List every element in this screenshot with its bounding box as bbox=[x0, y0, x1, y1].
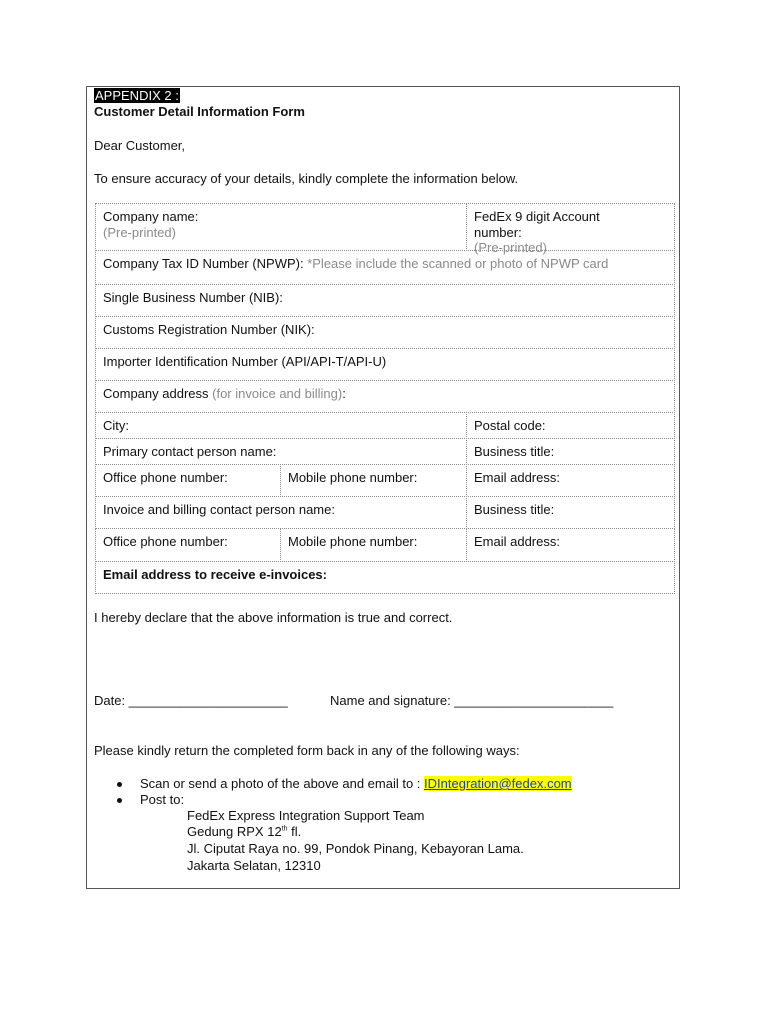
account-number-note: (Pre-printed) bbox=[474, 240, 547, 255]
declaration-text: I hereby declare that the above information is true and correct. bbox=[94, 610, 453, 625]
billing-contact-label: Invoice and billing contact person name: bbox=[103, 502, 335, 517]
signature-line: Name and signature: ______________________ bbox=[330, 693, 614, 708]
option-email-text: Scan or send a photo of the above and email to : bbox=[140, 776, 425, 791]
address-note: (for invoice and billing) bbox=[212, 386, 343, 401]
mobile-phone-field-2[interactable] bbox=[280, 528, 467, 562]
bullet-icon bbox=[117, 798, 122, 803]
email-label-1: Email address: bbox=[474, 470, 560, 485]
bullet-icon bbox=[117, 782, 122, 787]
company-name-label: Company name: bbox=[103, 209, 199, 224]
appendix-label: APPENDIX 2 : bbox=[95, 88, 179, 103]
einvoice-email-field[interactable] bbox=[95, 561, 675, 594]
email-field-2[interactable] bbox=[466, 528, 675, 562]
salutation: Dear Customer, bbox=[94, 138, 186, 153]
company-name-field[interactable] bbox=[95, 203, 467, 251]
option-post: Post to: bbox=[140, 792, 185, 807]
email-link[interactable]: IDIntegration@fedex.com bbox=[424, 776, 572, 791]
account-number-label: FedEx 9 digit Account bbox=[474, 209, 600, 224]
office-phone-label-1: Office phone number: bbox=[103, 470, 228, 485]
address-label: Company address bbox=[103, 386, 213, 401]
mobile-phone-field-1[interactable] bbox=[280, 464, 467, 497]
instruction-text: To ensure accuracy of your details, kindly complete the information below. bbox=[94, 171, 519, 186]
office-phone-label-2: Office phone number: bbox=[103, 534, 228, 549]
primary-contact-field[interactable] bbox=[95, 438, 467, 465]
api-field[interactable] bbox=[95, 348, 675, 381]
company-name-note: (Pre-printed) bbox=[103, 224, 176, 240]
business-title-label-1: Business title: bbox=[474, 444, 555, 459]
business-title-field-2[interactable] bbox=[466, 496, 675, 529]
account-number-label-cont: number: bbox=[474, 224, 522, 240]
mobile-phone-label-1: Mobile phone number: bbox=[288, 470, 418, 485]
email-field-1[interactable] bbox=[466, 464, 675, 497]
city-label: City: bbox=[103, 418, 129, 433]
address-colon: : bbox=[342, 386, 346, 401]
option-email bbox=[140, 776, 572, 792]
api-label: Importer Identification Number (API/API-T/API-U) bbox=[103, 354, 387, 369]
office-phone-field-1[interactable] bbox=[95, 464, 281, 497]
postal-code-label: Postal code: bbox=[474, 418, 546, 433]
address-field[interactable] bbox=[95, 380, 675, 413]
nik-field[interactable] bbox=[95, 316, 675, 349]
billing-contact-field[interactable] bbox=[95, 496, 467, 529]
business-title-label-2: Business title: bbox=[474, 502, 555, 517]
email-label-2: Email address: bbox=[474, 534, 560, 549]
mobile-phone-label-2: Mobile phone number: bbox=[288, 534, 418, 549]
tax-id-field[interactable] bbox=[95, 250, 675, 285]
primary-contact-label: Primary contact person name: bbox=[103, 444, 277, 459]
address-line-4: Jakarta Selatan, 12310 bbox=[187, 858, 321, 873]
nik-label: Customs Registration Number (NIK): bbox=[103, 322, 315, 337]
tax-id-note: *Please include the scanned or photo of NPWP card bbox=[307, 256, 609, 271]
city-field[interactable] bbox=[95, 412, 467, 439]
nib-label: Single Business Number (NIB): bbox=[103, 290, 283, 305]
form-title: Customer Detail Information Form bbox=[94, 104, 305, 119]
einvoice-email-label: Email address to receive e-invoices: bbox=[103, 567, 327, 582]
account-number-field[interactable] bbox=[466, 203, 675, 255]
nib-field[interactable] bbox=[95, 284, 675, 317]
address-line-2: Gedung RPX 12th fl. bbox=[187, 824, 302, 839]
date-line: Date: ______________________ bbox=[94, 693, 288, 708]
tax-id-label: Company Tax ID Number (NPWP): bbox=[103, 256, 308, 271]
return-instructions: Please kindly return the completed form back in any of the following ways: bbox=[94, 743, 520, 758]
address-line-1: FedEx Express Integration Support Team bbox=[187, 808, 425, 823]
office-phone-field-2[interactable] bbox=[95, 528, 281, 562]
postal-code-field[interactable] bbox=[466, 412, 675, 439]
address-line-3: Jl. Ciputat Raya no. 99, Pondok Pinang, Kebayoran Lama. bbox=[187, 841, 524, 856]
business-title-field-1[interactable] bbox=[466, 438, 675, 465]
